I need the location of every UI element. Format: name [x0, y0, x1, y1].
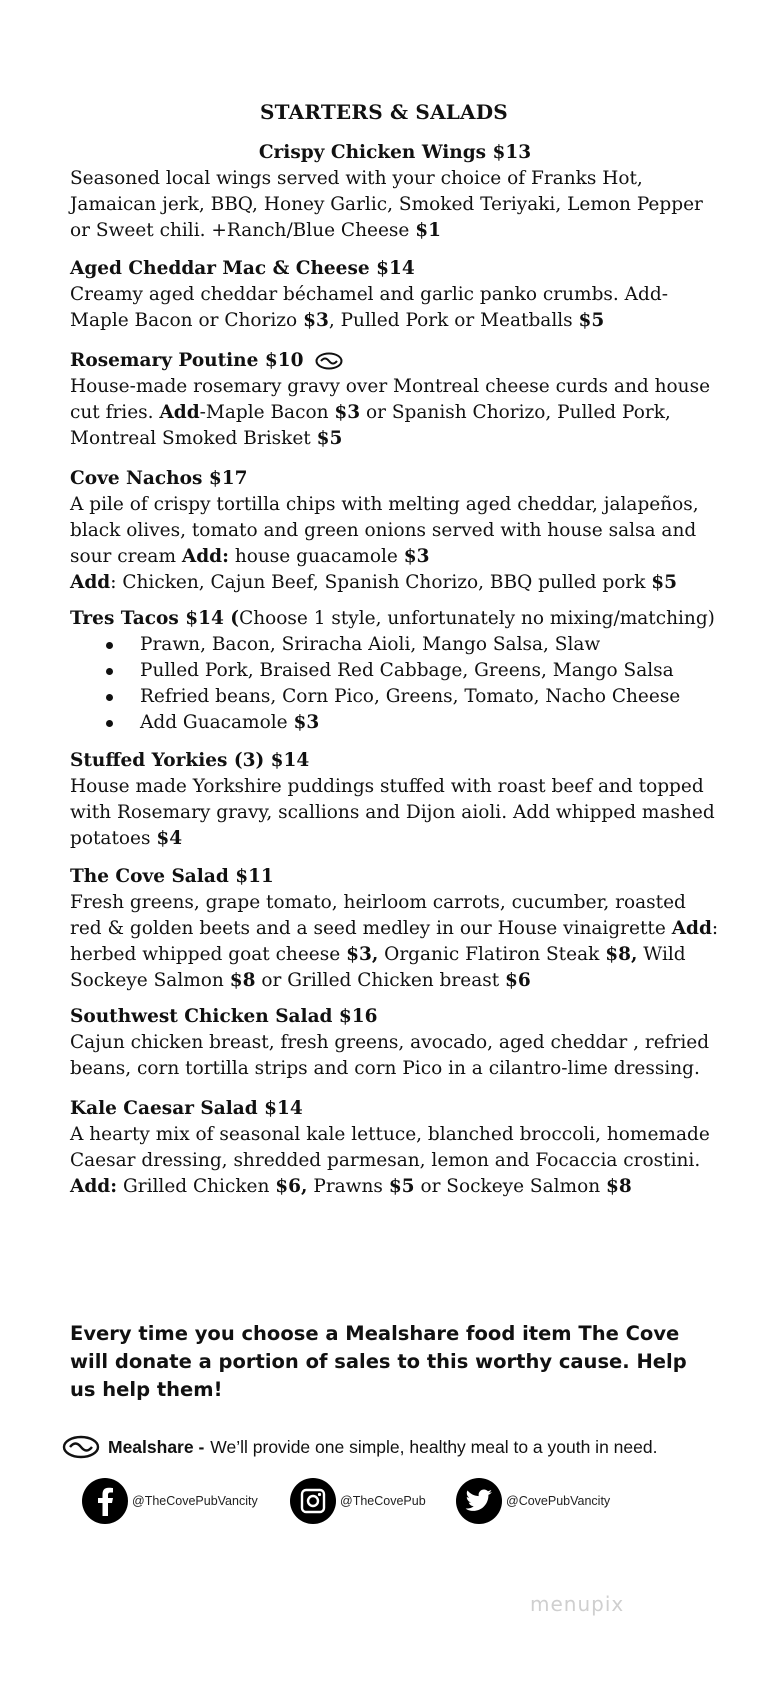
facebook-handle: @TheCovePubVancity	[132, 1494, 258, 1508]
list-item: Pulled Pork, Braised Red Cabbage, Greens, Mango Salsa	[70, 658, 720, 684]
item-yorkies	[70, 748, 720, 852]
item-description: Creamy aged cheddar béchamel and garlic panko crumbs. Add-Maple Bacon or Chorizo $3, Pulled Pork or Meatballs $5	[70, 284, 668, 331]
item-addons: Add: Grilled Chicken $6, Prawns $5 or Sockeye Salmon $8	[70, 1176, 632, 1197]
item-title: Crispy Chicken Wings $13	[258, 142, 532, 163]
mealshare-tagline: We’ll provide one simple, healthy meal to a youth in need.	[210, 1436, 658, 1457]
item-description: A pile of crispy tortilla chips with melting aged cheddar, jalapeños, black olives, tomato and green onions served with house salsa and sour cream Add: house guacamole $3	[70, 494, 699, 567]
taco-options	[70, 632, 720, 736]
list-item: Prawn, Bacon, Sriracha Aioli, Mango Salsa, Slaw	[70, 632, 720, 658]
item-description: A hearty mix of seasonal kale lettuce, blanched broccoli, homemade Caesar dressing, shredded parmesan, lemon and Focaccia crostini.	[70, 1124, 710, 1171]
item-tacos	[70, 606, 720, 736]
item-southwest-salad	[70, 1004, 720, 1082]
facebook-icon	[82, 1478, 128, 1524]
item-description: Cajun chicken breast, fresh greens, avocado, aged cheddar , refried beans, corn tortilla strips and corn Pico in a cilantro-lime dressing.	[70, 1032, 710, 1079]
item-title-row: Tres Tacos $14 (Choose 1 style, unfortunately no mixing/matching)	[70, 608, 715, 629]
twitter-icon	[456, 1478, 502, 1524]
mealshare-icon	[315, 352, 343, 370]
item-title: Stuffed Yorkies (3) $14	[70, 750, 310, 771]
item-title: Cove Nachos $17	[70, 468, 248, 489]
item-description: Seasoned local wings served with your choice of Franks Hot, Jamaican jerk, BBQ, Honey Garlic, Smoked Teriyaki, Lemon Pepper or Sweet chili. +Ranch/Blue Cheese $1	[70, 168, 703, 241]
item-nachos	[70, 466, 720, 596]
mealshare-logo-icon	[62, 1435, 100, 1459]
item-description: Fresh greens, grape tomato, heirloom carrots, cucumber, roasted red & golden beets and a seed medley in our House vinaigrette Add: herbed whipped goat cheese $3, Organic Flatiron Steak $8, Wild Sockeye Salmon $8 or Grilled Chicken breast $6	[70, 892, 719, 991]
section-title: STARTERS & SALADS	[260, 100, 508, 124]
item-title: Aged Cheddar Mac & Cheese $14	[70, 258, 415, 279]
social-facebook[interactable]	[82, 1478, 258, 1524]
watermark: menupix	[530, 1592, 625, 1616]
item-addons: Add: Chicken, Cajun Beef, Spanish Chorizo, BBQ pulled pork $5	[70, 572, 678, 593]
instagram-icon	[290, 1478, 336, 1524]
item-cove-salad	[70, 864, 720, 994]
list-item: Refried beans, Corn Pico, Greens, Tomato, Nacho Cheese	[70, 684, 720, 710]
social-instagram[interactable]	[290, 1478, 426, 1524]
mealshare-line	[62, 1433, 742, 1461]
item-kale-caesar	[70, 1096, 720, 1200]
item-mac-cheese	[70, 256, 720, 334]
social-twitter[interactable]	[456, 1478, 610, 1524]
mealshare-brand: Mealshare -	[108, 1436, 205, 1457]
mealshare-note: Every time you choose a Mealshare food item The Cove will donate a portion of sales to this worthy cause. Help us help them!	[70, 1322, 687, 1401]
item-wings	[70, 140, 720, 244]
list-item: Add Guacamole $3	[70, 710, 720, 736]
item-title: Kale Caesar Salad $14	[70, 1098, 303, 1119]
item-title-row	[70, 348, 720, 374]
item-description: House made Yorkshire puddings stuffed with roast beef and topped with Rosemary gravy, scallions and Dijon aioli. Add whipped mashed potatoes $4	[70, 776, 715, 849]
item-title: Southwest Chicken Salad $16	[70, 1006, 378, 1027]
instagram-handle: @TheCovePub	[340, 1494, 426, 1508]
item-title: Rosemary Poutine $10	[70, 350, 304, 371]
twitter-handle: @CovePubVancity	[506, 1494, 611, 1508]
item-title: The Cove Salad $11	[70, 866, 274, 887]
item-poutine	[70, 348, 720, 452]
item-description: House-made rosemary gravy over Montreal cheese curds and house cut fries. Add-Maple Bacon $3 or Spanish Chorizo, Pulled Pork, Montreal Smoked Brisket $5	[70, 376, 711, 449]
